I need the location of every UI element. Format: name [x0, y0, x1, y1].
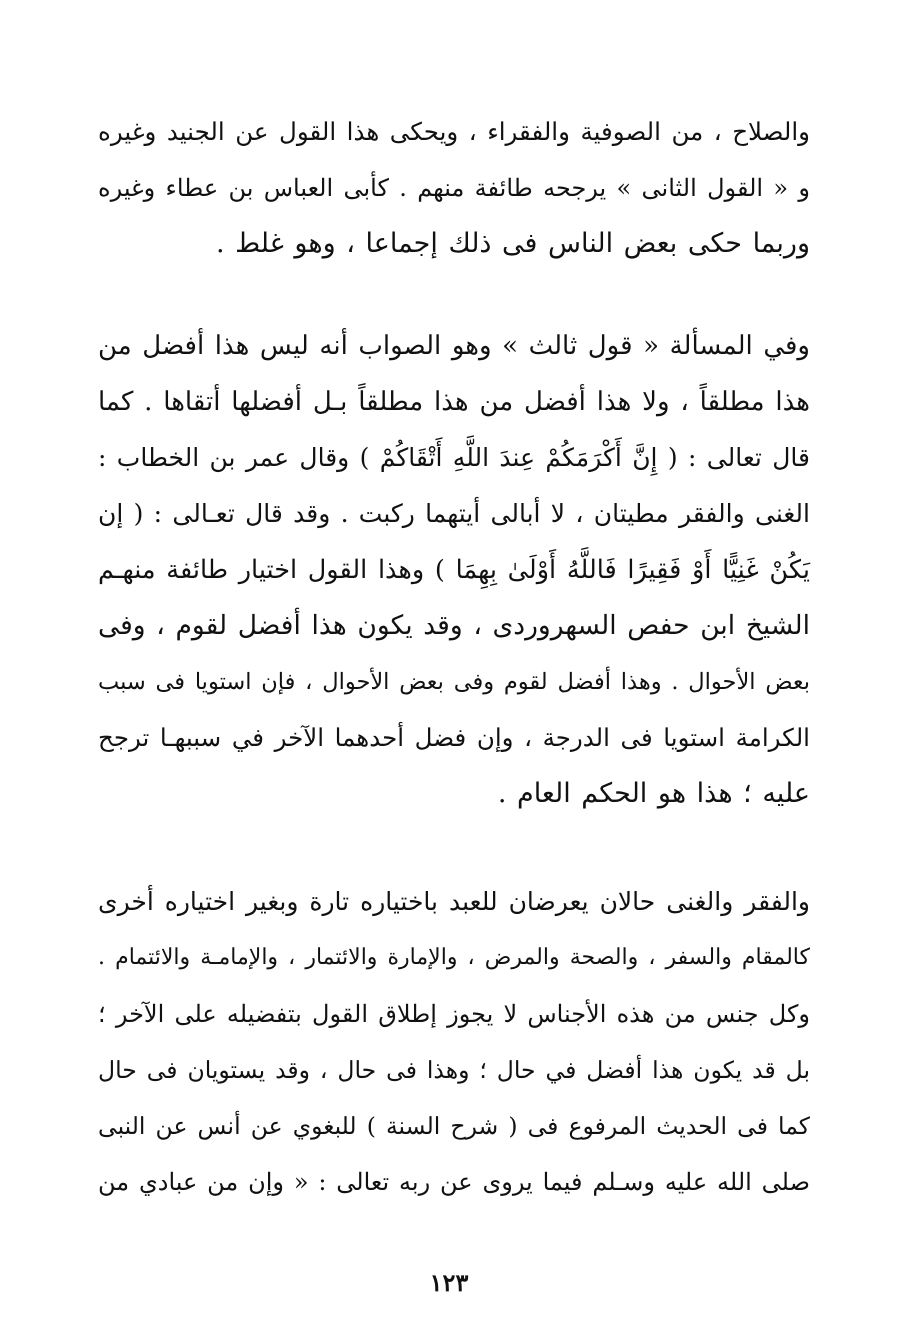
text-line: الشيخ ابن حفص السهروردى ، وقد يكون هذا أفضل لقوم ، وفى — [98, 610, 810, 641]
text-line: وربما حكى بعض الناس فى ذلك إجماعا ، وهو غلط . — [215, 228, 810, 259]
paragraph-spacer — [98, 822, 810, 874]
quran-verse-line: يَكُنْ غَنِيًّا أَوْ فَقِيرًا فَاللَّهُ أَوْلَىٰ بِهِمَا ) وهذا القول اختيار طائفة منهـم — [98, 555, 810, 585]
text-line: كما فى الحديث المرفوع فى ( شرح السنة ) للبغوي عن أنس عن النبى — [98, 1112, 810, 1140]
text-line: الكرامة استويا فى الدرجة ، وإن فضل أحدهما الآخر في سببهـا ترجح — [98, 723, 810, 752]
text-line: عليه ؛ هذا هو الحكم العام . — [497, 778, 810, 809]
text-line: و « القول الثانى » يرجحه طائفة منهم . كأبى العباس بن عطاء وغيره — [98, 174, 810, 202]
page-number: ١٢٣ — [429, 1268, 469, 1297]
paragraph-spacer — [98, 272, 810, 318]
text-line: كالمقام والسفر ، والصحة والمرض ، والإمارة والائتمار ، والإمامـة والائتمام . — [98, 945, 810, 970]
quran-verse-line: قال تعالى : ( إِنَّ أَكْرَمَكُمْ عِندَ اللَّهِ أَتْقَاكُمْ ) وقال عمر بن الخطاب : — [98, 443, 810, 472]
text-line: والفقر والغنى حالان يعرضان للعبد باختياره تارة وبغير اختياره أخرى — [98, 887, 810, 916]
text-line: هذا مطلقاً ، ولا هذا أفضل من هذا مطلقاً بـل أفضلها أتقاها . كما — [98, 387, 810, 417]
paragraph-1 — [98, 104, 810, 272]
page-body — [98, 104, 810, 1342]
text-line: بعض الأحوال . وهذا أفضل لقوم وفى بعض الأحوال ، فإن استويا فى سبب — [98, 669, 810, 695]
text-line: والصلاح ، من الصوفية والفقراء ، ويحكى هذا القول عن الجنيد وغيره — [98, 117, 810, 146]
text-line: الغنى والفقر مطيتان ، لا أبالى أيتهما ركبت . وقد قال تعـالى : ( إن — [98, 499, 810, 528]
paragraph-2 — [98, 318, 810, 822]
text-line: صلى الله عليه وسـلم فيما يروى عن ربه تعالى : « وإن من عبادي من — [98, 1168, 810, 1196]
text-line: وفي المسألة « قول ثالث » وهو الصواب أنه ليس هذا أفضل من — [98, 331, 810, 361]
text-line: بل قد يكون هذا أفضل في حال ؛ وهذا فى حال ، وقد يستويان فى حال — [98, 1056, 810, 1084]
text-line: وكل جنس من هذه الأجناس لا يجوز إطلاق القول بتفضيله على الآخر ؛ — [98, 1000, 810, 1028]
paragraph-3 — [98, 874, 810, 1210]
